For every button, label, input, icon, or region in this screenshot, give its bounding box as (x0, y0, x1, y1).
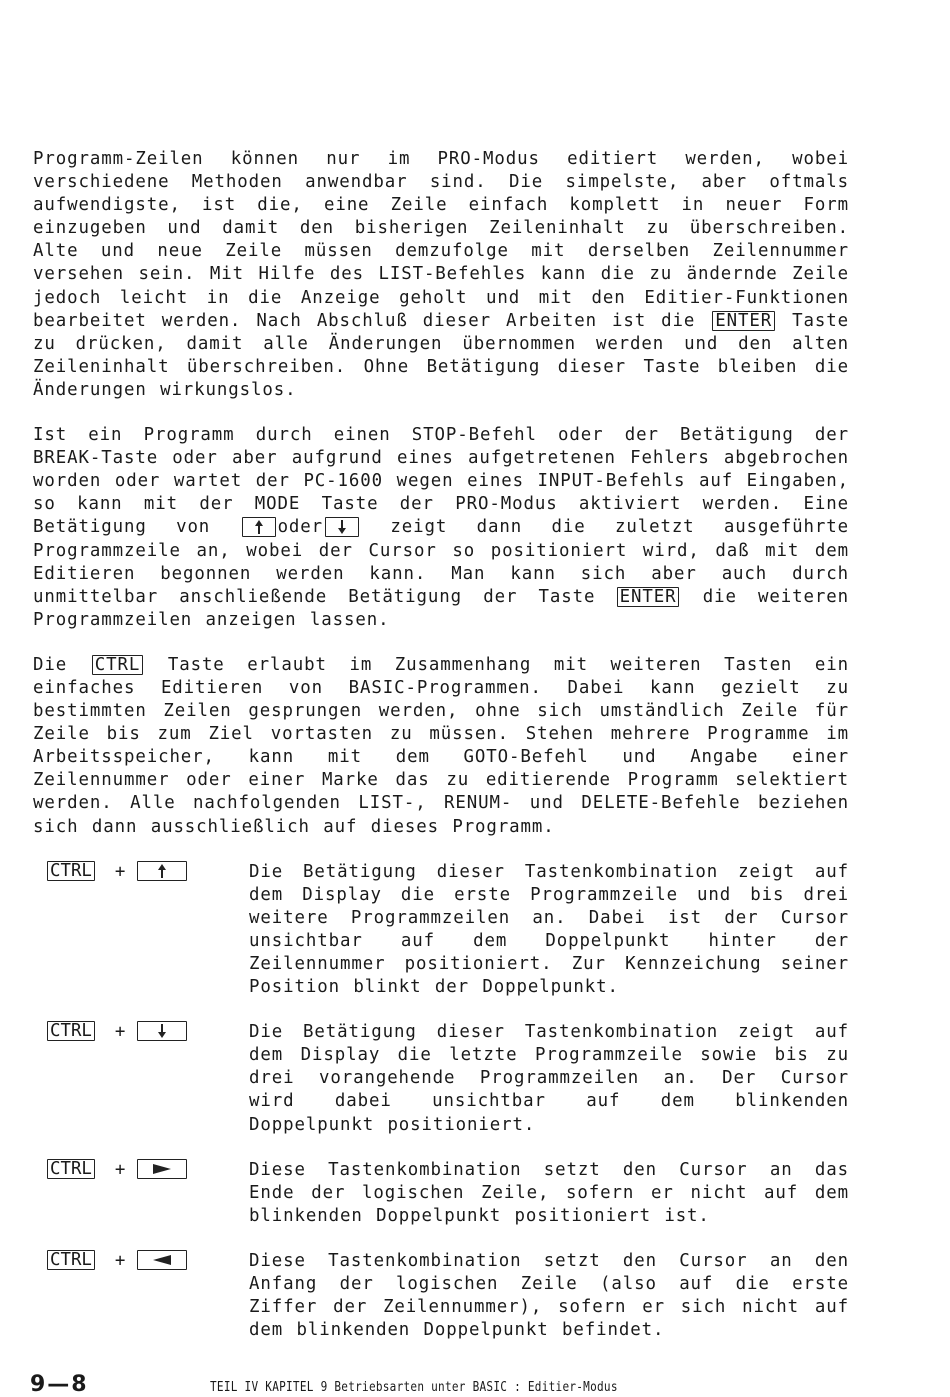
text: Taste zu drücken, damit alle Änderungen übernommen werden und den alten Zeileninhalt überschreiben. Ohne Betätigung dieser Taste bleiben die Änderungen wirkungslos. (33, 310, 849, 400)
combo-description: Die Betätigung dieser Tastenkombination zeigt auf dem Display die erste Programmzeile und bis drei weitere Programmzeilen an. Dabei ist der Cursor unsichtbar auf dem Doppelpunkt hinter der Zeilennummer positioniert. Zur Kennzeichung seiner Position blinkt der Doppelpunkt. (249, 861, 849, 998)
arrow-down-icon (335, 519, 349, 535)
enter-key: ENTER (712, 311, 775, 331)
text: Die (33, 654, 68, 675)
plus-sign: + (114, 1022, 126, 1043)
ctrl-key: CTRL (47, 861, 95, 881)
arrow-left-icon (151, 1253, 173, 1267)
ctrl-key: CTRL (47, 1250, 95, 1270)
text: die weiteren Programmzeilen anzeigen lassen. (33, 586, 849, 630)
paragraph-ctrl-key (33, 654, 849, 839)
chapter-title: TEIL IV KAPITEL 9 Betriebsarten unter BASIC : Editier-Modus (210, 1379, 618, 1395)
arrow-left-key (137, 1250, 187, 1270)
page-number: 9—8 (30, 1372, 89, 1397)
combo-description: Die Betätigung dieser Tastenkombination zeigt auf dem Display die letzte Programmzeile sowie bis zu drei vorangehende Programmzeilen an. Der Cursor wird dabei unsichtbar auf dem blinkenden Doppelpunkt positioniert. (249, 1022, 849, 1135)
page-content (33, 148, 849, 1364)
combo-description: Diese Tastenkombination setzt den Cursor an das Ende der logischen Zeile, sofern er nicht auf dem blinkenden Doppelpunkt positioniert ist. (249, 1159, 849, 1226)
ctrl-key: CTRL (47, 1021, 95, 1041)
arrow-up-icon (252, 519, 266, 535)
combo-ctrl-right (33, 1159, 849, 1228)
key-combination (33, 1250, 249, 1342)
combo-ctrl-left (33, 1250, 849, 1342)
paragraph-break-resume (33, 424, 849, 632)
text: Ist ein Programm durch einen STOP-Befehl oder der Betätigung der BREAK-Taste oder aber aufgrund eines aufgetretenen Fehlers abgebrochen worden oder wartet der PC-1600 wegen eines INPUT-Befehls auf Eingaben, so kann mit der MODE Taste der PRO-Modus aktiviert werden. Eine Betätigung von (33, 425, 849, 538)
plus-sign: + (114, 1250, 126, 1271)
paragraph-editing-intro (33, 148, 849, 402)
key-combination (33, 1021, 249, 1136)
plus-sign: + (114, 861, 126, 882)
text: oder (277, 517, 324, 538)
plus-sign: + (114, 1159, 126, 1180)
text: zeigt dann die zuletzt ausgeführte Programmzeile an, wobei der Cursor so positioniert wird, daß mit dem Editieren begonnen werden kann. Man kann sich aber auch durch unmittelbar anschließende Betätigung der Taste (33, 517, 849, 607)
combo-ctrl-down (33, 1021, 849, 1136)
enter-key: ENTER (617, 587, 680, 607)
arrow-up-key (242, 517, 276, 537)
key-combination (33, 1159, 249, 1228)
ctrl-key: CTRL (47, 1159, 95, 1179)
arrow-down-key (137, 1021, 187, 1041)
arrow-right-key (137, 1159, 187, 1179)
arrow-up-key (137, 861, 187, 881)
arrow-down-key (325, 517, 359, 537)
arrow-right-icon (151, 1162, 173, 1176)
page-footer (30, 1372, 930, 1397)
key-combination (33, 861, 249, 1000)
combo-description: Diese Tastenkombination setzt den Cursor an den Anfang der logischen Zeile (also auf die erste Ziffer der Zeilennummer), sofern er sich nicht auf dem blinkenden Doppelpunkt befindet. (249, 1250, 849, 1341)
text: Programm-Zeilen können nur im PRO-Modus editiert werden, wobei verschiedene Methoden anwendbar sind. Die simpelste, aber oftmals aufwendigste, ist die, eine Zeile einfach komplett in neuer Form einzugeben und damit den bisherigen Zeileninhalt zu überschreiben. Alte und neue Zeile müssen demzufolge mit derselben Zeilennummer versehen sein. Mit Hilfe des LIST-Befehles kann die zu ändernde Zeile jedoch leicht in die Anzeige geholt und mit den Editier-Funktionen bearbeitet werden. Nach Abschluß dieser Arbeiten ist die (33, 149, 849, 331)
ctrl-key: CTRL (92, 655, 143, 675)
combo-ctrl-up (33, 861, 849, 1000)
arrow-up-icon (155, 863, 169, 879)
arrow-down-icon (155, 1023, 169, 1039)
text: Taste erlaubt im Zusammenhang mit weiteren Tasten ein einfaches Editieren von BASIC-Programmen. Dabei kann gezielt zu bestimmten Zeilen gesprungen werden, ohne sich umständlich Zeile für Zeile bis zum Ziel vortasten zu müssen. Stehen mehrere Programme im Arbeitsspeicher, kann mit dem GOTO-Befehl und Angabe einer Zeilennummer oder einer Marke das zu editierende Programm selektiert werden. Alle nachfolgenden LIST-, RENUM- und DELETE-Befehle beziehen sich dann ausschließlich auf dieses Programm. (33, 654, 850, 837)
